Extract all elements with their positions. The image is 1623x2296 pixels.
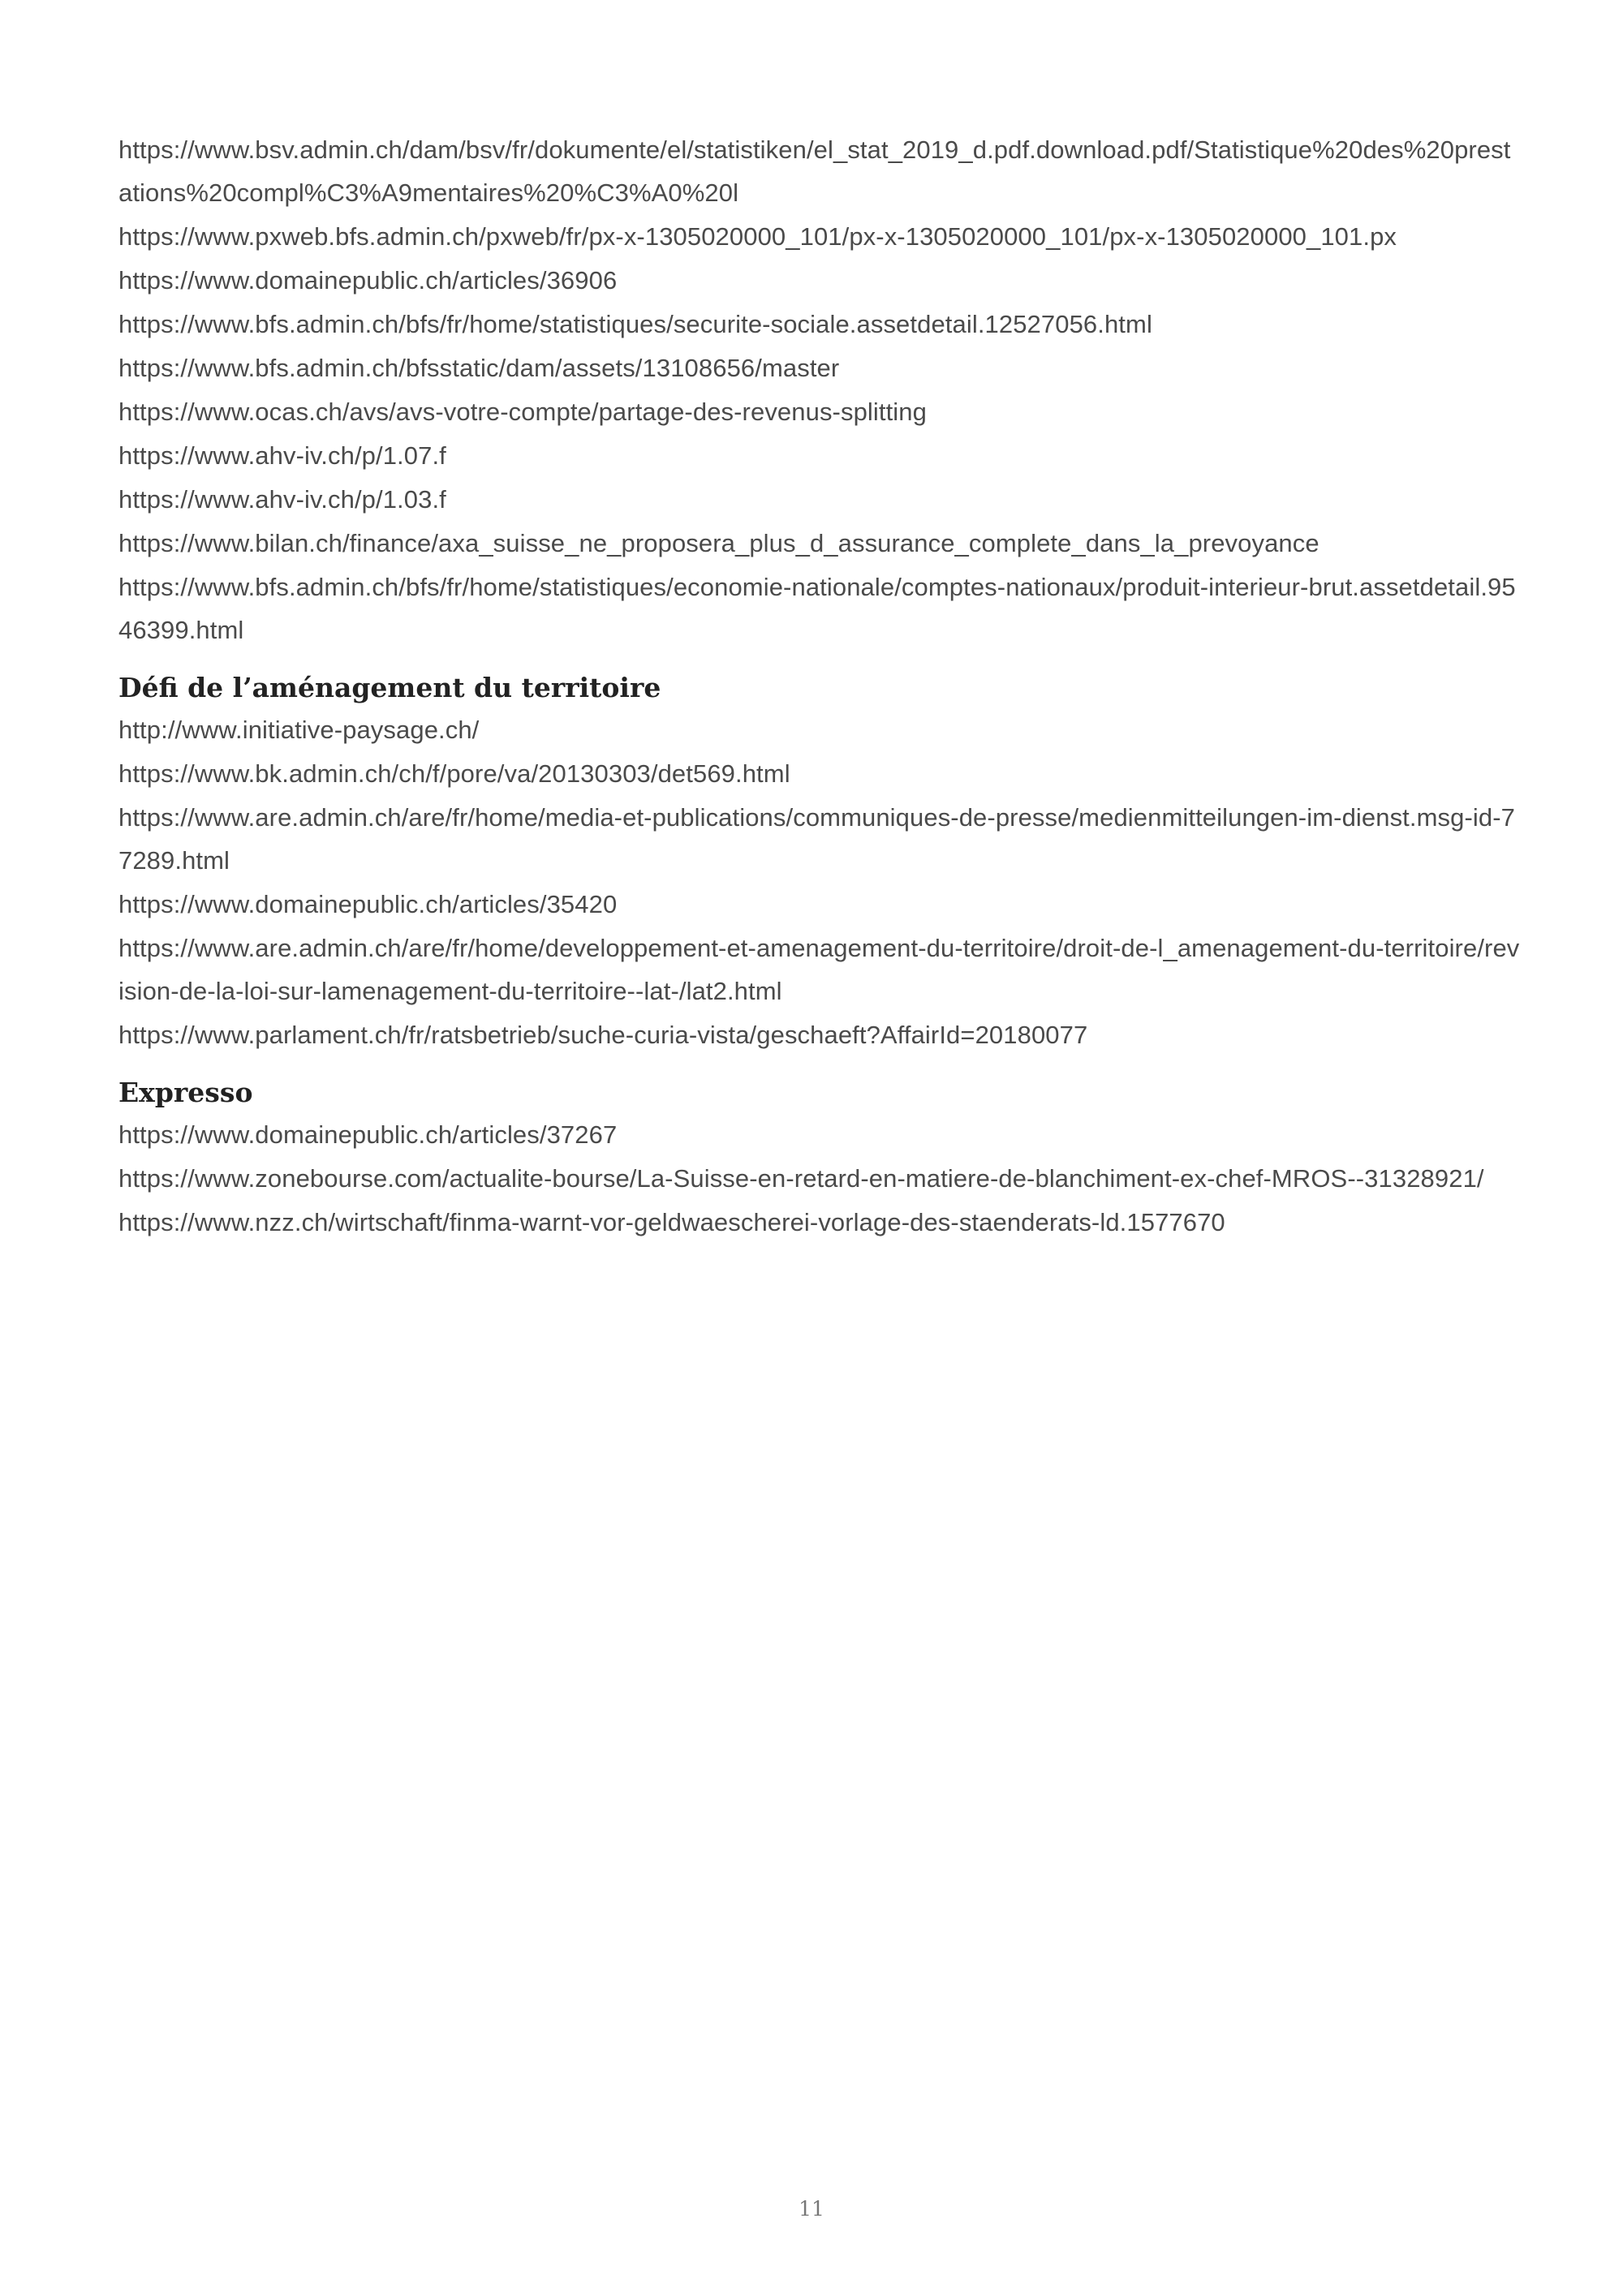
reference-link[interactable]: https://www.bfs.admin.ch/bfsstatic/dam/assets/13108656/master (118, 354, 840, 382)
reference-link[interactable]: https://www.pxweb.bfs.admin.ch/pxweb/fr/px-x-1305020000_101/px-x-1305020000_101/px-x-1305020000_101.px (118, 222, 1397, 251)
reference-link[interactable]: https://www.domainepublic.ch/articles/35420 (118, 890, 618, 918)
references-section-expresso (118, 1073, 1522, 1244)
reference-link[interactable]: https://www.bsv.admin.ch/dam/bsv/fr/dokumente/el/statistiken/el_stat_2019_d.pdf.download.pdf/Statistique%20des%20prestations%20compl%C3%A9mentaires%20%C3%A0%20l (118, 135, 1511, 207)
reference-link[interactable]: https://www.domainepublic.ch/articles/36906 (118, 266, 618, 295)
section-heading: Défi de l’aménagement du territoire (118, 672, 661, 703)
reference-link[interactable]: https://www.zonebourse.com/actualite-bourse/La-Suisse-en-retard-en-matiere-de-blanchiment-ex-chef-MROS--31328921/ (118, 1164, 1484, 1193)
reference-link[interactable]: https://www.bk.admin.ch/ch/f/pore/va/20130303/det569.html (118, 759, 790, 788)
reference-link[interactable]: https://www.ahv-iv.ch/p/1.07.f (118, 441, 446, 470)
reference-link[interactable]: https://www.domainepublic.ch/articles/37267 (118, 1120, 618, 1149)
reference-link[interactable]: https://www.parlament.ch/fr/ratsbetrieb/suche-curia-vista/geschaeft?AffairId=20180077 (118, 1021, 1088, 1049)
reference-link[interactable]: http://www.initiative-paysage.ch/ (118, 716, 480, 744)
reference-link[interactable]: https://www.bfs.admin.ch/bfs/fr/home/statistiques/securite-sociale.assetdetail.12527056.html (118, 310, 1152, 338)
section-heading: Expresso (118, 1077, 253, 1108)
references-content (118, 128, 1522, 1245)
reference-link[interactable]: https://www.ocas.ch/avs/avs-votre-compte/partage-des-revenus-splitting (118, 398, 927, 426)
reference-link[interactable]: https://www.are.admin.ch/are/fr/home/developpement-et-amenagement-du-territoire/droit-de-l_amenagement-du-territoire/revision-de-la-loi-sur-lamenagement-du-territoire--lat-/lat2.html (118, 934, 1520, 1005)
reference-link[interactable]: https://www.bfs.admin.ch/bfs/fr/home/statistiques/economie-nationale/comptes-nationaux/produit-interieur-brut.assetdetail.9546399.html (118, 573, 1516, 644)
page-number: 11 (799, 2197, 824, 2221)
reference-link[interactable]: https://www.ahv-iv.ch/p/1.03.f (118, 485, 446, 514)
reference-link[interactable]: https://www.nzz.ch/wirtschaft/finma-warnt-vor-geldwaescherei-vorlage-des-staenderats-ld.1577670 (118, 1208, 1225, 1236)
reference-link[interactable]: https://www.are.admin.ch/are/fr/home/media-et-publications/communiques-de-presse/medienmitteilungen-im-dienst.msg-id-77289.html (118, 803, 1515, 875)
reference-link[interactable]: https://www.bilan.ch/finance/axa_suisse_ne_proposera_plus_d_assurance_complete_dans_la_prevoyance (118, 529, 1319, 557)
references-section-amenagement (118, 668, 1522, 1056)
references-section-continuation (118, 128, 1522, 651)
